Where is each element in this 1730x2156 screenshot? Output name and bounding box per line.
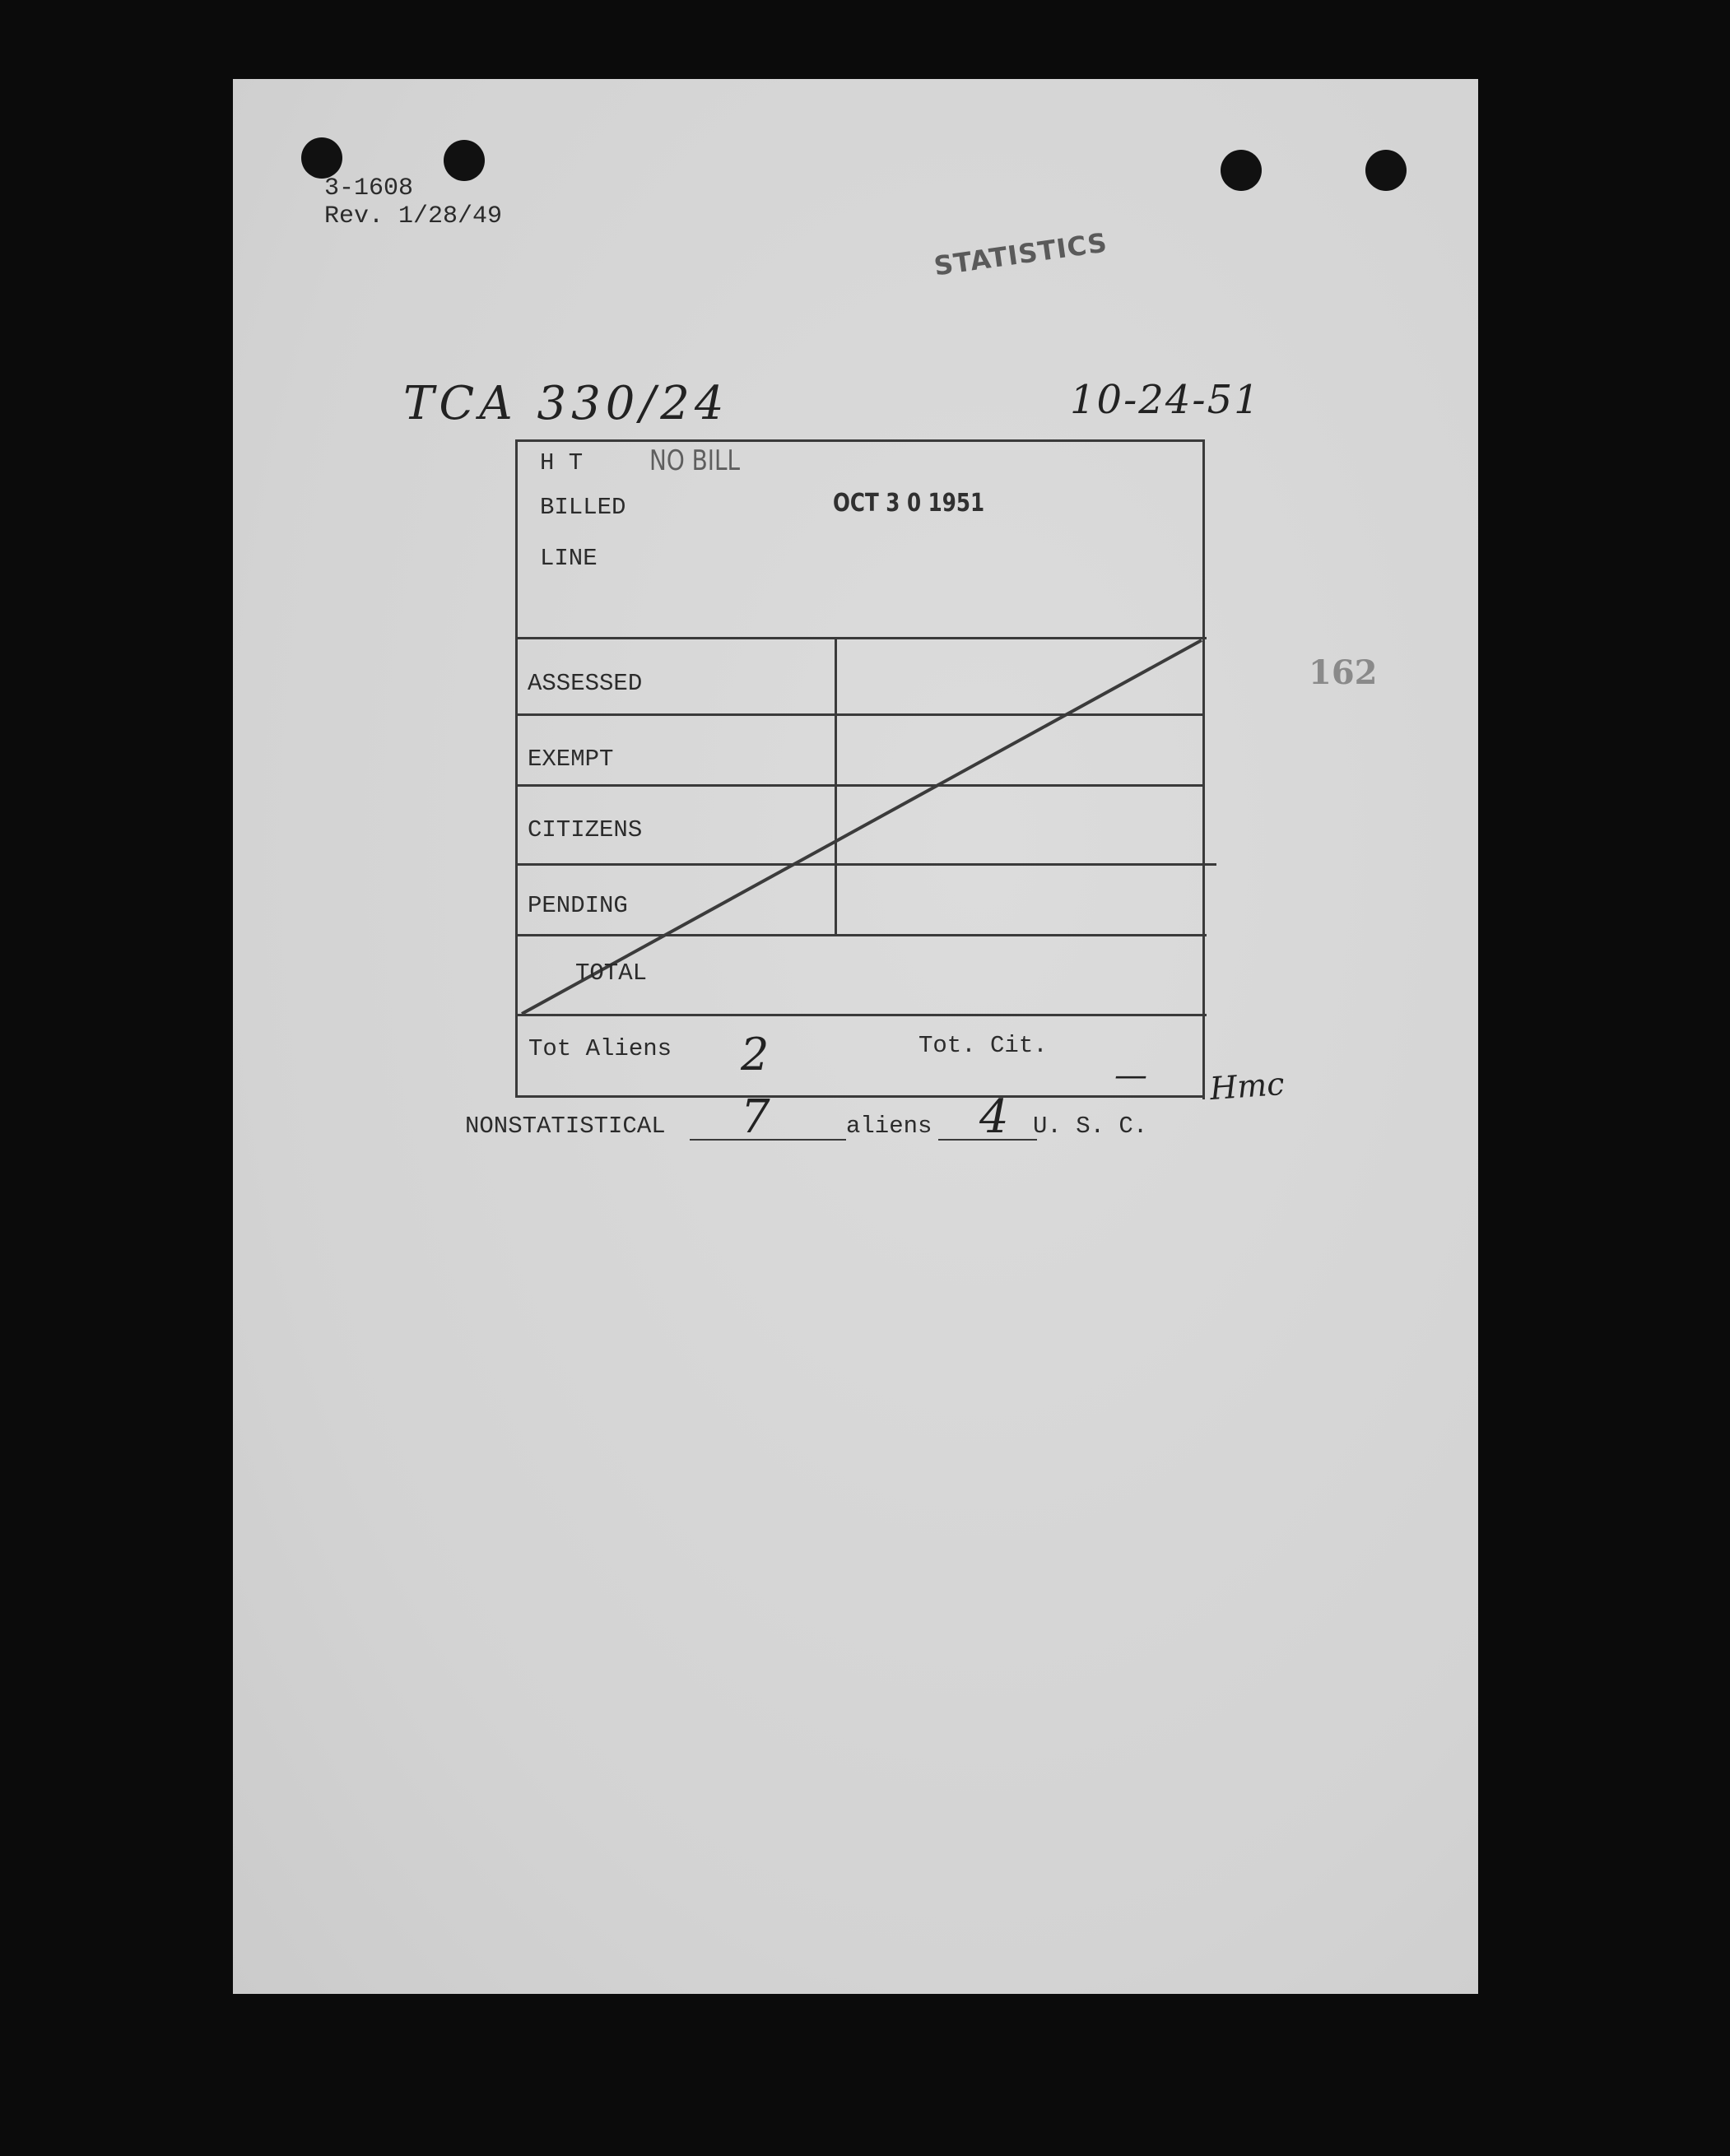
handwritten-date: 10-24-51 [1070, 377, 1261, 423]
handwritten-reference: TCA 330/24 [403, 377, 729, 430]
punch-hole [1365, 150, 1407, 191]
statistics-stamp: STATISTICS [932, 226, 1109, 282]
punch-hole [301, 137, 342, 179]
date-stamp: OCT 3 0 1951 [833, 489, 985, 518]
usc-label: U. S. C. [1033, 1113, 1148, 1140]
tot-cit-value: — [1114, 1057, 1147, 1094]
nonstatistical-usc-value: 4 [979, 1090, 1009, 1144]
punch-hole [444, 140, 485, 181]
nonstatistical-label: NONSTATISTICAL [465, 1113, 666, 1140]
row-label-pending: PENDING [528, 892, 628, 919]
tot-aliens-label: Tot Aliens [528, 1035, 672, 1062]
row-label-assessed: ASSESSED [528, 670, 643, 697]
page-number: 162 [1309, 653, 1378, 692]
punch-hole [1221, 150, 1262, 191]
form-number: 3-1608 [324, 174, 414, 202]
billed-label: BILLED [540, 494, 626, 521]
tot-cit-label: Tot. Cit. [918, 1032, 1048, 1059]
aliens-label: aliens [846, 1113, 932, 1140]
void-strike-line [515, 439, 1207, 1098]
ht-label: H T [540, 449, 584, 476]
row-label-exempt: EXEMPT [528, 746, 614, 773]
form-revision: Rev. 1/28/49 [324, 202, 503, 230]
line-label: LINE [540, 545, 598, 572]
tot-aliens-value: 2 [741, 1029, 770, 1080]
total-label: TOTAL [575, 960, 648, 987]
no-bill-stamp: NO BILL [649, 444, 741, 477]
nonstatistical-aliens-value: 7 [741, 1090, 770, 1144]
row-label-citizens: CITIZENS [528, 816, 643, 843]
statistics-form [515, 439, 1207, 1098]
handwritten-initials: Hmc [1208, 1065, 1286, 1108]
